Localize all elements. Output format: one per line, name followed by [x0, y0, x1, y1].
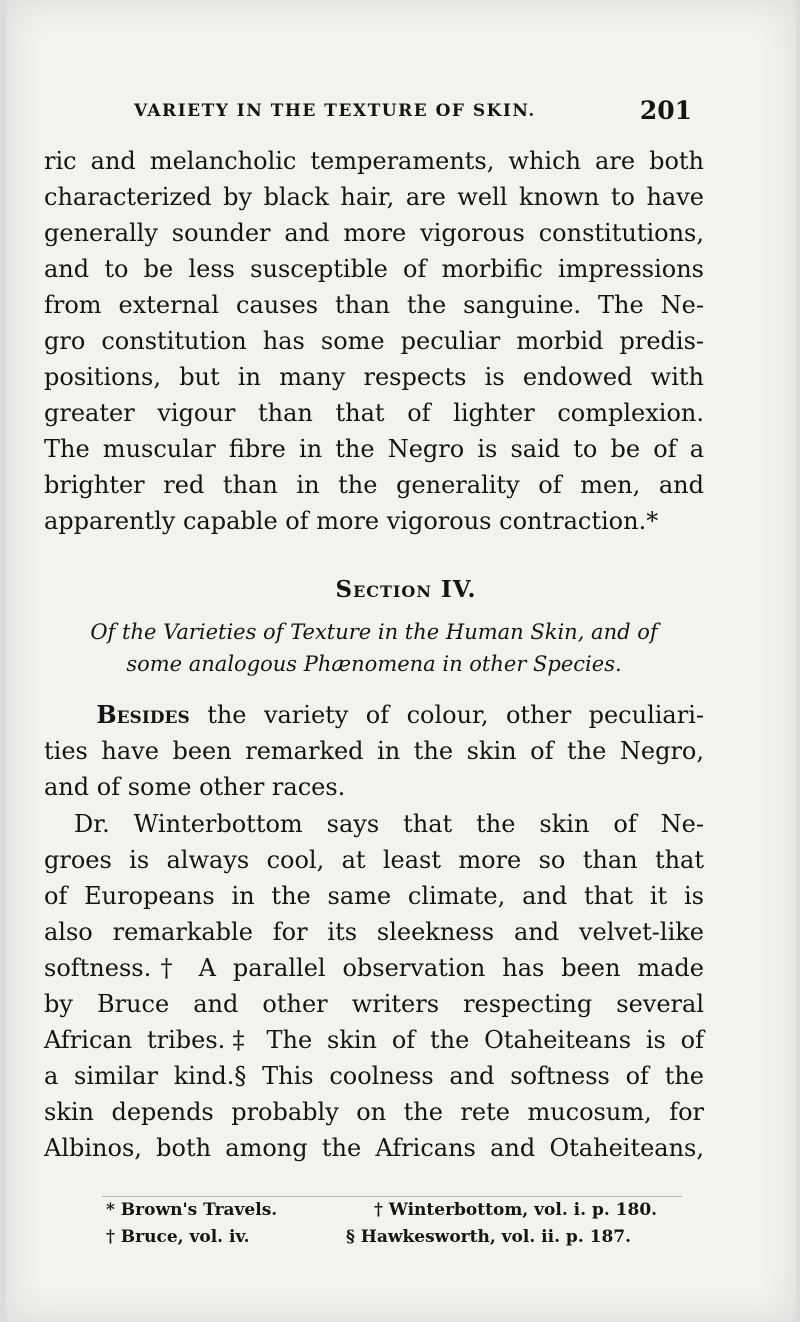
text-line: brighter red than in the generality of men, and	[44, 471, 704, 499]
running-title: VARIETY IN THE TEXTURE OF SKIN.	[134, 101, 536, 121]
text-line: African tribes.‡ The skin of the Otaheiteans is of	[44, 1026, 704, 1054]
text-line: Dr. Winterbottom says that the skin of Ne-	[74, 810, 704, 838]
text-line: groes is always cool, at least more so than that	[44, 846, 704, 874]
text-line: a similar kind.§ This coolness and softness of the	[44, 1062, 704, 1090]
text-line: and to be less susceptible of morbific impressions	[44, 255, 704, 283]
text-line: ties have been remarked in the skin of the Negro,	[44, 737, 704, 765]
text-line: by Bruce and other writers respecting several	[44, 990, 704, 1018]
text-line: gro constitution has some peculiar morbid predis-	[44, 327, 704, 355]
text-line: from external causes than the sanguine. The Ne-	[44, 291, 704, 319]
text-line: greater vigour than that of lighter complexion.	[44, 399, 704, 427]
text-line: of Europeans in the same climate, and that it is	[44, 882, 704, 910]
section-subtitle: Of the Varieties of Texture in the Human Skin, and of	[90, 620, 658, 644]
footnote: § Hawkesworth, vol. ii. p. 187.	[346, 1227, 632, 1247]
footnote-divider	[102, 1196, 682, 1197]
text-line: also remarkable for its sleekness and velvet-like	[44, 918, 704, 946]
footnote: † Bruce, vol. iv.	[106, 1227, 250, 1247]
text-line: softness.† A parallel observation has been made	[44, 954, 704, 982]
footnote: † Winterbottom, vol. i. p. 180.	[374, 1200, 658, 1220]
lead-word: Besides	[96, 700, 190, 729]
footnote: * Brown's Travels.	[106, 1200, 278, 1220]
page-number: 201	[639, 96, 692, 125]
text-line: positions, but in many respects is endowed with	[44, 363, 704, 391]
text-line: ric and melancholic temperaments, which are both	[44, 147, 704, 175]
section-heading: Section IV.	[335, 576, 477, 603]
text-line: The muscular fibre in the Negro is said to be of a	[44, 435, 704, 463]
book-page	[6, 0, 796, 1322]
text-line: generally sounder and more vigorous constitutions,	[44, 219, 704, 247]
running-head	[122, 98, 692, 128]
text-fragment: the variety of colour, other peculiari-	[189, 701, 704, 729]
text-line	[44, 697, 704, 733]
text-line: apparently capable of more vigorous contraction.*	[44, 507, 659, 535]
text-line: Albinos, both among the Africans and Otaheiteans,	[44, 1134, 704, 1162]
text-line: skin depends probably on the rete mucosum, for	[44, 1098, 704, 1126]
text-line: characterized by black hair, are well known to have	[44, 183, 704, 211]
text-line: and of some other races.	[44, 773, 346, 801]
section-subtitle: some analogous Phænomena in other Species.	[126, 652, 622, 676]
